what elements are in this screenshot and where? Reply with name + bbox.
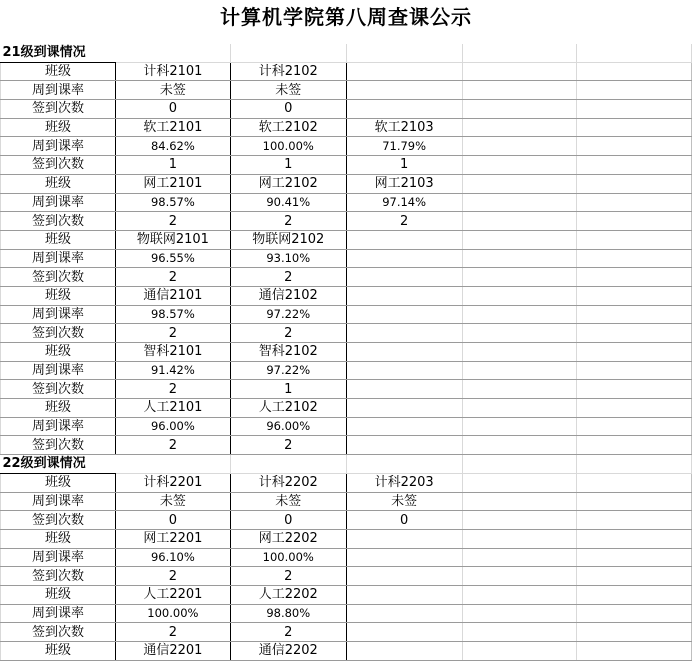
data-cell[interactable]: 未签 [346, 492, 462, 511]
data-cell[interactable] [577, 529, 692, 548]
row-label-cell[interactable]: 签到次数 [1, 380, 116, 399]
row-label-cell[interactable]: 班级 [1, 62, 116, 81]
data-cell[interactable] [577, 212, 692, 231]
data-cell[interactable] [346, 585, 462, 604]
data-cell[interactable]: 人工2102 [230, 399, 346, 418]
empty-cell[interactable] [346, 455, 462, 474]
data-cell[interactable] [462, 62, 577, 81]
data-cell[interactable]: 智科2101 [115, 343, 230, 362]
data-cell[interactable] [462, 529, 577, 548]
data-cell[interactable]: 96.10% [115, 548, 230, 567]
row-label-cell[interactable]: 周到课率 [1, 81, 116, 100]
data-cell[interactable] [577, 286, 692, 305]
data-cell[interactable]: 0 [230, 100, 346, 119]
data-cell[interactable] [346, 249, 462, 268]
data-cell[interactable]: 人工2201 [115, 585, 230, 604]
data-cell[interactable] [462, 286, 577, 305]
data-cell[interactable]: 未签 [115, 81, 230, 100]
data-cell[interactable] [577, 548, 692, 567]
data-cell[interactable] [346, 548, 462, 567]
data-cell[interactable]: 计科2101 [115, 62, 230, 81]
data-cell[interactable]: 计科2201 [115, 473, 230, 492]
row-label-cell[interactable]: 签到次数 [1, 567, 116, 586]
data-cell[interactable]: 未签 [115, 492, 230, 511]
table-row [1, 511, 692, 530]
data-cell[interactable] [577, 230, 692, 249]
table-row [1, 305, 692, 324]
empty-cell[interactable] [577, 455, 692, 474]
data-cell[interactable]: 2 [115, 380, 230, 399]
data-cell[interactable] [577, 473, 692, 492]
data-cell[interactable]: 2 [115, 212, 230, 231]
data-cell[interactable] [462, 137, 577, 156]
table-row [1, 81, 692, 100]
empty-cell[interactable] [346, 44, 462, 62]
data-cell[interactable]: 93.10% [230, 249, 346, 268]
table-row [1, 623, 692, 642]
data-cell[interactable] [462, 324, 577, 343]
data-cell[interactable] [462, 118, 577, 137]
data-cell[interactable] [577, 343, 692, 362]
data-cell[interactable]: 1 [115, 156, 230, 175]
data-cell[interactable] [462, 81, 577, 100]
table-row [1, 361, 692, 380]
empty-cell[interactable] [230, 455, 346, 474]
data-cell[interactable]: 96.00% [230, 417, 346, 436]
table-row [1, 399, 692, 418]
attendance-table [0, 44, 692, 661]
data-cell[interactable]: 未签 [230, 492, 346, 511]
data-cell[interactable] [462, 417, 577, 436]
data-cell[interactable]: 0 [115, 511, 230, 530]
row-label-cell[interactable]: 签到次数 [1, 156, 116, 175]
data-cell[interactable]: 2 [346, 212, 462, 231]
data-cell[interactable] [577, 361, 692, 380]
data-cell[interactable] [577, 156, 692, 175]
row-label-cell[interactable]: 周到课率 [1, 305, 116, 324]
row-label-cell[interactable]: 周到课率 [1, 137, 116, 156]
data-cell[interactable] [346, 417, 462, 436]
data-cell[interactable] [346, 623, 462, 642]
data-cell[interactable] [462, 567, 577, 586]
data-cell[interactable] [577, 604, 692, 623]
data-cell[interactable]: 0 [230, 511, 346, 530]
data-cell[interactable]: 物联网2101 [115, 230, 230, 249]
data-cell[interactable]: 90.41% [230, 193, 346, 212]
data-cell[interactable] [577, 174, 692, 193]
table-row [1, 249, 692, 268]
empty-cell[interactable] [577, 44, 692, 62]
data-cell[interactable] [346, 268, 462, 287]
data-cell[interactable] [346, 343, 462, 362]
data-cell[interactable] [462, 585, 577, 604]
data-cell[interactable]: 2 [230, 567, 346, 586]
row-label-cell[interactable]: 周到课率 [1, 604, 116, 623]
data-cell[interactable] [462, 361, 577, 380]
section-label[interactable]: 21级到课情况 [1, 44, 116, 62]
data-cell[interactable]: 100.00% [230, 548, 346, 567]
data-cell[interactable] [577, 118, 692, 137]
data-cell[interactable] [577, 417, 692, 436]
row-label-cell[interactable]: 签到次数 [1, 212, 116, 231]
data-cell[interactable] [462, 249, 577, 268]
data-cell[interactable] [577, 585, 692, 604]
data-cell[interactable]: 100.00% [230, 137, 346, 156]
data-cell[interactable] [346, 230, 462, 249]
data-cell[interactable] [577, 62, 692, 81]
data-cell[interactable] [462, 623, 577, 642]
empty-cell[interactable] [115, 455, 230, 474]
data-cell[interactable]: 网工2201 [115, 529, 230, 548]
row-label-cell[interactable]: 周到课率 [1, 548, 116, 567]
data-cell[interactable] [346, 642, 462, 661]
data-cell[interactable]: 软工2101 [115, 118, 230, 137]
data-cell[interactable] [346, 62, 462, 81]
data-cell[interactable] [462, 268, 577, 287]
data-cell[interactable]: 96.00% [115, 417, 230, 436]
table-row [1, 567, 692, 586]
data-cell[interactable]: 物联网2102 [230, 230, 346, 249]
data-cell[interactable] [462, 511, 577, 530]
data-cell[interactable]: 97.22% [230, 305, 346, 324]
row-label-cell[interactable]: 班级 [1, 343, 116, 362]
data-cell[interactable]: 2 [115, 324, 230, 343]
data-cell[interactable] [346, 100, 462, 119]
data-cell[interactable]: 人工2101 [115, 399, 230, 418]
table-row [1, 212, 692, 231]
data-cell[interactable] [462, 380, 577, 399]
table-row [1, 417, 692, 436]
row-label-cell[interactable]: 班级 [1, 585, 116, 604]
table-row [1, 604, 692, 623]
data-cell[interactable]: 网工2101 [115, 174, 230, 193]
data-cell[interactable] [577, 492, 692, 511]
data-cell[interactable]: 2 [230, 212, 346, 231]
data-cell[interactable]: 网工2202 [230, 529, 346, 548]
empty-cell[interactable] [115, 44, 230, 62]
data-cell[interactable]: 1 [230, 156, 346, 175]
row-label-cell[interactable]: 周到课率 [1, 417, 116, 436]
data-cell[interactable]: 96.55% [115, 249, 230, 268]
data-cell[interactable] [346, 324, 462, 343]
data-cell[interactable] [577, 268, 692, 287]
data-cell[interactable] [346, 380, 462, 399]
data-cell[interactable]: 人工2202 [230, 585, 346, 604]
data-cell[interactable] [577, 193, 692, 212]
data-cell[interactable]: 软工2103 [346, 118, 462, 137]
data-cell[interactable]: 智科2102 [230, 343, 346, 362]
data-cell[interactable]: 网工2103 [346, 174, 462, 193]
table-row [1, 156, 692, 175]
row-label-cell[interactable]: 周到课率 [1, 249, 116, 268]
data-cell[interactable] [462, 642, 577, 661]
table-row [1, 585, 692, 604]
data-cell[interactable]: 通信2202 [230, 642, 346, 661]
table-row [1, 100, 692, 119]
data-cell[interactable] [346, 286, 462, 305]
data-cell[interactable]: 2 [230, 324, 346, 343]
table-row [1, 268, 692, 287]
data-cell[interactable]: 91.42% [115, 361, 230, 380]
data-cell[interactable] [577, 436, 692, 455]
data-cell[interactable]: 97.14% [346, 193, 462, 212]
data-cell[interactable]: 通信2102 [230, 286, 346, 305]
table-row [1, 230, 692, 249]
row-label-cell[interactable]: 班级 [1, 399, 116, 418]
data-cell[interactable]: 计科2203 [346, 473, 462, 492]
data-cell[interactable] [577, 81, 692, 100]
data-cell[interactable]: 2 [115, 623, 230, 642]
section-label[interactable]: 22级到课情况 [1, 455, 116, 474]
table-row [1, 62, 692, 81]
page-title: 计算机学院第八周查课公示 [220, 5, 472, 29]
data-cell[interactable]: 软工2102 [230, 118, 346, 137]
row-label-cell[interactable]: 签到次数 [1, 268, 116, 287]
row-label-cell[interactable]: 班级 [1, 642, 116, 661]
data-cell[interactable] [462, 305, 577, 324]
data-cell[interactable] [346, 604, 462, 623]
data-cell[interactable] [577, 399, 692, 418]
row-label-cell[interactable]: 周到课率 [1, 492, 116, 511]
data-cell[interactable] [577, 380, 692, 399]
table-row [1, 174, 692, 193]
table-row [1, 343, 692, 362]
data-cell[interactable]: 通信2201 [115, 642, 230, 661]
table-row [1, 118, 692, 137]
data-cell[interactable] [462, 100, 577, 119]
data-cell[interactable] [346, 399, 462, 418]
row-label-cell[interactable]: 班级 [1, 473, 116, 492]
data-cell[interactable]: 98.80% [230, 604, 346, 623]
data-cell[interactable]: 网工2102 [230, 174, 346, 193]
row-label-cell[interactable]: 签到次数 [1, 623, 116, 642]
data-cell[interactable] [346, 567, 462, 586]
data-cell[interactable]: 1 [346, 156, 462, 175]
table-row [1, 642, 692, 661]
data-cell[interactable] [346, 436, 462, 455]
section-header [1, 455, 692, 474]
data-cell[interactable]: 100.00% [115, 604, 230, 623]
data-cell[interactable] [577, 137, 692, 156]
data-cell[interactable]: 2 [115, 436, 230, 455]
data-cell[interactable] [346, 529, 462, 548]
data-cell[interactable] [462, 548, 577, 567]
table-row [1, 473, 692, 492]
table-row [1, 492, 692, 511]
data-cell[interactable] [577, 249, 692, 268]
data-cell[interactable] [462, 399, 577, 418]
data-cell[interactable]: 计科2102 [230, 62, 346, 81]
table-row [1, 436, 692, 455]
data-cell[interactable]: 0 [346, 511, 462, 530]
empty-cell[interactable] [462, 455, 577, 474]
data-cell[interactable]: 98.57% [115, 305, 230, 324]
data-cell[interactable] [462, 230, 577, 249]
data-cell[interactable]: 71.79% [346, 137, 462, 156]
data-cell[interactable] [577, 567, 692, 586]
data-cell[interactable] [462, 604, 577, 623]
data-cell[interactable] [462, 174, 577, 193]
data-cell[interactable]: 2 [230, 268, 346, 287]
row-label-cell[interactable]: 班级 [1, 230, 116, 249]
row-label-cell[interactable]: 签到次数 [1, 511, 116, 530]
data-cell[interactable] [462, 473, 577, 492]
data-cell[interactable] [577, 642, 692, 661]
row-label-cell[interactable]: 签到次数 [1, 324, 116, 343]
table-row [1, 380, 692, 399]
row-label-cell[interactable]: 周到课率 [1, 361, 116, 380]
data-cell[interactable]: 2 [115, 567, 230, 586]
table-row [1, 286, 692, 305]
data-cell[interactable] [346, 81, 462, 100]
data-cell[interactable] [462, 492, 577, 511]
section-header [1, 44, 692, 62]
data-cell[interactable] [462, 212, 577, 231]
data-cell[interactable]: 通信2101 [115, 286, 230, 305]
row-label-cell[interactable]: 班级 [1, 529, 116, 548]
data-cell[interactable] [346, 361, 462, 380]
data-cell[interactable] [346, 305, 462, 324]
table-row [1, 137, 692, 156]
data-cell[interactable]: 97.22% [230, 361, 346, 380]
data-cell[interactable] [462, 343, 577, 362]
data-cell[interactable] [577, 100, 692, 119]
data-cell[interactable]: 0 [115, 100, 230, 119]
data-cell[interactable] [462, 193, 577, 212]
data-cell[interactable]: 2 [230, 623, 346, 642]
table-row [1, 529, 692, 548]
row-label-cell[interactable]: 签到次数 [1, 436, 116, 455]
row-label-cell[interactable]: 班级 [1, 174, 116, 193]
data-cell[interactable] [577, 623, 692, 642]
data-cell[interactable]: 84.62% [115, 137, 230, 156]
data-cell[interactable]: 1 [230, 380, 346, 399]
row-label-cell[interactable]: 班级 [1, 118, 116, 137]
data-cell[interactable] [462, 436, 577, 455]
data-cell[interactable] [577, 305, 692, 324]
table-row [1, 548, 692, 567]
data-cell[interactable]: 98.57% [115, 193, 230, 212]
row-label-cell[interactable]: 周到课率 [1, 193, 116, 212]
row-label-cell[interactable]: 班级 [1, 286, 116, 305]
table-row [1, 324, 692, 343]
data-cell[interactable] [577, 511, 692, 530]
data-cell[interactable] [462, 156, 577, 175]
data-cell[interactable]: 计科2202 [230, 473, 346, 492]
data-cell[interactable]: 2 [230, 436, 346, 455]
empty-cell[interactable] [230, 44, 346, 62]
table-row [1, 193, 692, 212]
data-cell[interactable]: 2 [115, 268, 230, 287]
empty-cell[interactable] [462, 44, 577, 62]
data-cell[interactable]: 未签 [230, 81, 346, 100]
row-label-cell[interactable]: 签到次数 [1, 100, 116, 119]
data-cell[interactable] [577, 324, 692, 343]
